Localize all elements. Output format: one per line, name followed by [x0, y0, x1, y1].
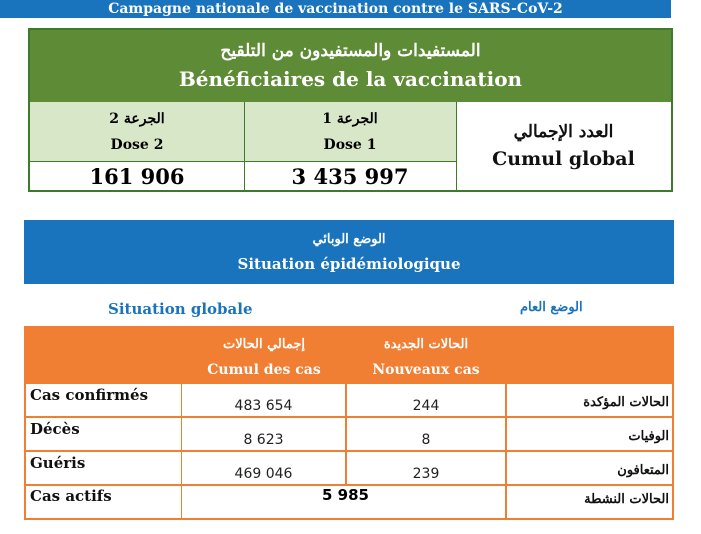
dose1-label-fr: Dose 1: [323, 137, 377, 153]
dose2-label-ar: الجرعة 2: [109, 111, 165, 127]
vaccination-panel: [28, 28, 673, 192]
col-cumul-label-fr: Cumul des cas: [207, 361, 321, 378]
dose1-value: 3 435 997: [244, 162, 456, 190]
dose2-label-fr: Dose 2: [110, 137, 164, 153]
situation-title-fr: Situation épidémiologique: [237, 254, 461, 273]
cumul-label-fr: Cumul global: [492, 148, 635, 170]
row-deaths-label-ar: الوفيات: [628, 429, 669, 444]
row-recovered-label-fr: Guéris: [30, 454, 86, 472]
cumul-label-ar: العدد الإجمالي: [513, 122, 614, 142]
row-deaths-label-fr: Décès: [30, 420, 80, 438]
top-banner-text: Campagne nationale de vaccination contre le SARS-CoV-2: [108, 1, 563, 17]
row-deaths-new: 8: [347, 418, 505, 450]
vaccination-title-ar: المستفيدات والمستفيدون من التلقيح: [220, 41, 481, 61]
divider: [244, 102, 245, 190]
row-confirmed-label-fr: Cas confirmés: [30, 386, 149, 404]
situation-banner: [24, 220, 674, 284]
divider: [456, 102, 457, 190]
row-recovered-label-ar: المتعافون: [617, 463, 669, 478]
divider: [30, 161, 456, 162]
row-active-value: 5 985: [322, 486, 369, 504]
col-new-label-ar: الحالات الجديدة: [383, 336, 469, 352]
dose1-label-ar: الجرعة 1: [322, 111, 378, 127]
col-cumul-label-ar: إجمالي الحالات: [222, 336, 306, 352]
row-active-label-ar: الحالات النشطة: [584, 492, 669, 507]
top-banner: [0, 0, 671, 18]
situation-global-fr: Situation globale: [108, 300, 253, 318]
row-confirmed-label-ar: الحالات المؤكدة: [583, 395, 669, 410]
dose2-header: [30, 102, 244, 162]
situation-title-ar: الوضع الوبائي: [312, 231, 386, 247]
row-confirmed-cumul: 483 654: [182, 384, 345, 416]
row-recovered-cumul: 469 046: [182, 452, 345, 484]
row-confirmed-new: 244: [347, 384, 505, 416]
situation-global-ar: الوضع العام: [520, 300, 583, 315]
col-new-header: [346, 332, 506, 382]
dose2-value: 161 906: [30, 162, 244, 190]
dose1-column: [244, 102, 456, 190]
row-deaths-cumul: 8 623: [182, 418, 345, 450]
row-active-label-fr: Cas actifs: [30, 487, 112, 505]
vaccination-header: [30, 30, 671, 102]
col-cumul-header: [182, 332, 346, 382]
cumul-global-cell: [456, 102, 671, 190]
row-recovered-new: 239: [347, 452, 505, 484]
vaccination-title-fr: Bénéficiaires de la vaccination: [178, 67, 523, 91]
dose1-header: [244, 102, 456, 162]
col-new-label-fr: Nouveaux cas: [372, 361, 480, 378]
dose2-column: [30, 102, 244, 190]
